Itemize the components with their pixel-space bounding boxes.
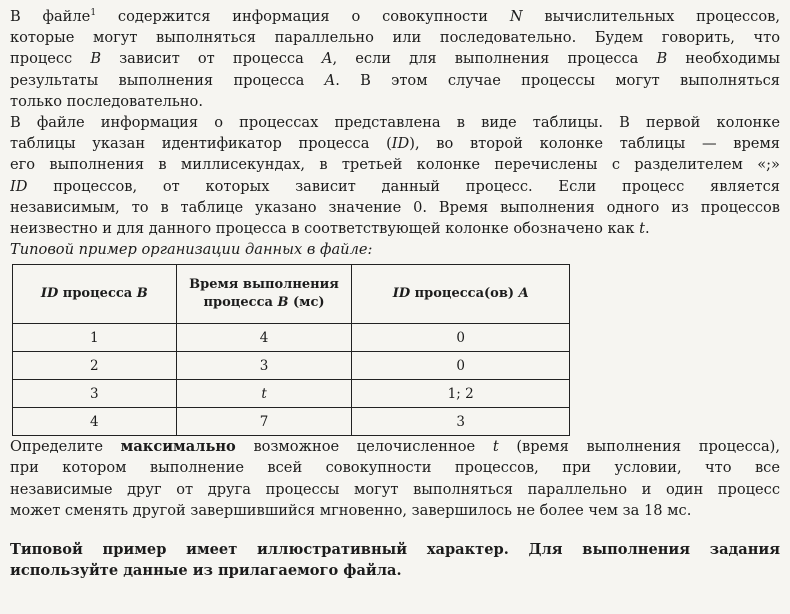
cell-id: 3 (13, 380, 177, 408)
header-id-a: ID процесса(ов) A (352, 265, 570, 324)
text-line: только последовательно. (10, 92, 203, 110)
table-row (13, 380, 570, 408)
cell-id: 2 (13, 352, 177, 380)
cell-deps: 0 (352, 324, 570, 352)
question-paragraph (10, 436, 780, 521)
text-line: таблицы указан идентификатор процесса (ID), во второй колонке таблицы — время (10, 135, 780, 153)
description-paragraph (10, 112, 780, 239)
table-row (13, 352, 570, 380)
cell-deps: 1; 2 (352, 380, 570, 408)
table-header-row (13, 265, 570, 324)
table-row (13, 408, 570, 436)
text-line: процесс B зависит от процесса A, если для выполнения процесса B необходимы (10, 50, 780, 68)
intro-paragraph (10, 6, 780, 112)
text-line: при котором выполнение всей совокупности процессов, при условии, что все (10, 459, 780, 477)
table-row (13, 324, 570, 352)
header-time: Время выполнения процесса B (мс) (176, 265, 352, 324)
text-line: его выполнения в миллисекундах, в третьей колонке перечислены с разделителем «;» (10, 156, 780, 174)
cell-time: 3 (176, 352, 352, 380)
text-line: которые могут выполняться параллельно или последовательно. Будем говорить, что (10, 29, 780, 47)
text-line: может сменять другой завершившийся мгновенно, завершилось не более чем за 18 мс. (10, 501, 692, 519)
text-line: неизвестно и для данного процесса в соответствующей колонке обозначено как t. (10, 220, 650, 238)
header-id-b: ID процесса B (13, 265, 177, 324)
text-line: результаты выполнения процесса A. В этом случае процессы могут выполняться (10, 71, 780, 89)
cell-id: 4 (13, 408, 177, 436)
cell-time: 7 (176, 408, 352, 436)
text-line: независимым, то в таблице указано значение 0. Время выполнения одного из процессов (10, 198, 780, 216)
text-line: используйте данные из прилагаемого файла. (10, 562, 402, 580)
note-paragraph (10, 539, 780, 581)
text-line: В файле$^1$ содержится информация о совокупности N вычислительных процессов, (10, 8, 780, 25)
cell-time: t (176, 380, 352, 408)
cell-deps: 3 (352, 408, 570, 436)
cell-time: 4 (176, 324, 352, 352)
text-line: ID процессов, от которых зависит данный процесс. Если процесс является (10, 177, 780, 195)
text-line: В файле информация о процессах представлена в виде таблицы. В первой колонке (10, 114, 780, 132)
process-table (12, 264, 570, 436)
footnote-mark: 1 (90, 8, 97, 19)
cell-id: 1 (13, 324, 177, 352)
text-line: независимые друг от друга процессы могут выполняться параллельно и один процесс (10, 480, 780, 498)
text-line: Типовой пример имеет иллюстративный характер. Для выполнения задания (10, 541, 780, 559)
text-line: Определите максимально возможное целочисленное t (время выполнения процесса), (10, 438, 780, 456)
cell-deps: 0 (352, 352, 570, 380)
table-caption: Типовой пример организации данных в файле: (10, 241, 373, 259)
